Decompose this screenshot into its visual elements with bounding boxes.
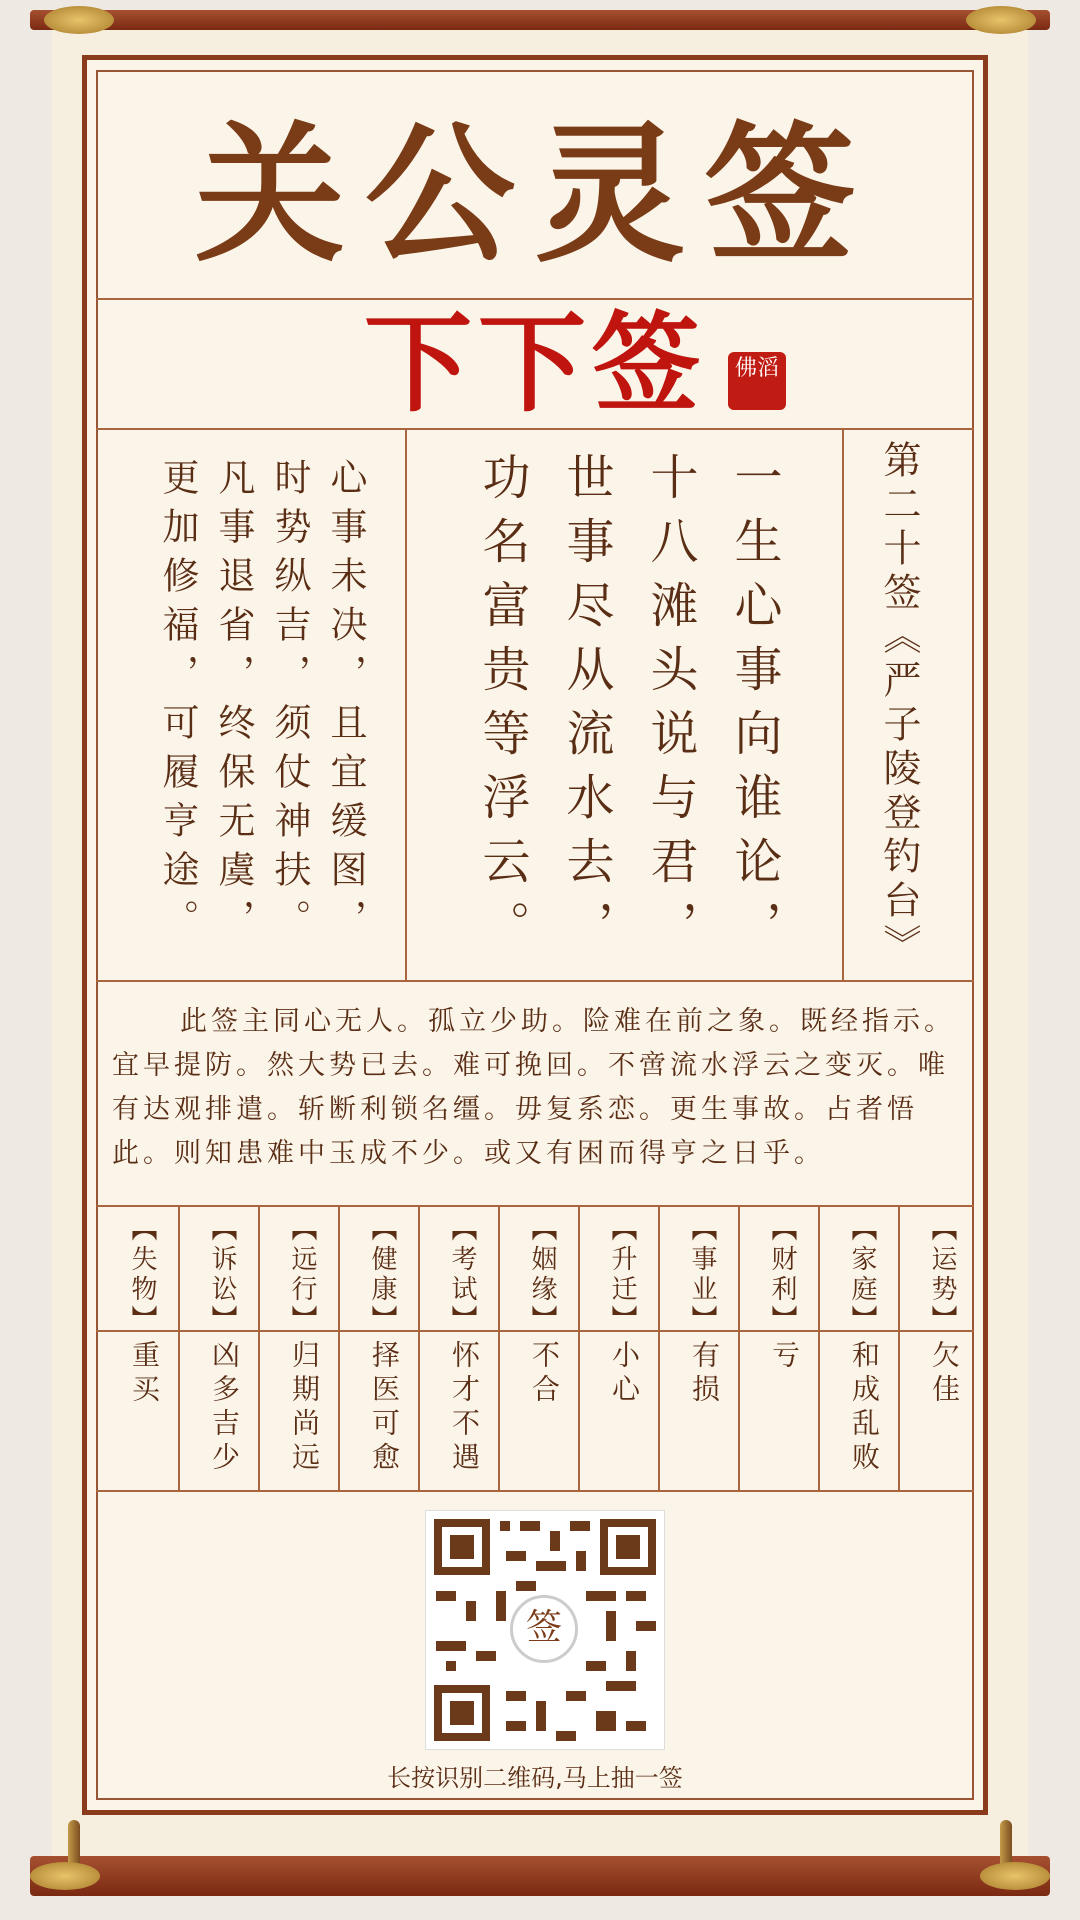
poem-line: 十八滩头说与君， [642, 452, 698, 964]
scroll-top-rod [30, 10, 1050, 30]
category-value: 不合 [528, 1340, 561, 1408]
note-line: 凡事退省，终保无虞， [212, 458, 255, 948]
category-value: 凶多吉少 [208, 1340, 241, 1476]
explanation-text: 此签主同心无人。孤立少助。险难在前之象。既经指示。宜早提防。然大势已去。难可挽回。不啻流水浮云之变灭。唯有达观排遣。斩断利锁名缰。毋复系恋。更生事故。占者悟此。则知患难中玉成不少。或又有困而得亨之日乎。 [112, 1006, 955, 1169]
rod-cap-ornament [44, 6, 114, 34]
category-label: 【远行】 [287, 1215, 317, 1335]
category-label: 【诉讼】 [207, 1215, 237, 1335]
divider [178, 1205, 180, 1490]
scroll-bottom-rod [30, 1856, 1050, 1896]
divider [96, 1490, 974, 1492]
category-value: 重买 [128, 1340, 161, 1408]
divider [898, 1205, 900, 1490]
divider [498, 1205, 500, 1490]
category-label: 【财利】 [767, 1215, 797, 1335]
category-value: 怀才不遇 [448, 1340, 481, 1476]
seal-stamp: 佛滔 [728, 352, 786, 410]
poem-line: 功名富贵等浮云。 [474, 452, 530, 964]
rod-cap-ornament [966, 6, 1036, 34]
divider [658, 1205, 660, 1490]
divider [818, 1205, 820, 1490]
category-value: 欠佳 [928, 1340, 961, 1408]
note-line: 更加修福，可履亨途。 [156, 458, 199, 948]
poem-line: 世事尽从流水去， [558, 452, 614, 964]
category-label: 【升迁】 [607, 1215, 637, 1335]
category-label: 【健康】 [367, 1215, 397, 1335]
page-title: 关公灵签 [194, 107, 875, 283]
sign-story-text: 《严子陵登钓台》 [877, 616, 921, 968]
sign-number [872, 440, 927, 970]
sign-number-text: 第二十签 [877, 440, 921, 616]
divider [96, 298, 974, 300]
note-line: 心事未决，且宜缓图， [324, 458, 367, 948]
rod-cap-ornament [30, 1862, 100, 1890]
category-label: 【姻缘】 [527, 1215, 557, 1335]
divider [405, 428, 407, 980]
category-value: 归期尚远 [288, 1340, 321, 1476]
qr-center-logo: 签 [510, 1595, 578, 1663]
divider [96, 980, 974, 982]
divider [338, 1205, 340, 1490]
sign-grade: 下下签 [363, 302, 706, 427]
category-label: 【考试】 [447, 1215, 477, 1335]
divider [96, 1205, 974, 1207]
divider [258, 1205, 260, 1490]
category-value: 有损 [688, 1340, 721, 1408]
category-value: 亏 [768, 1340, 801, 1374]
category-label: 【家庭】 [847, 1215, 877, 1335]
divider [578, 1205, 580, 1490]
category-value: 择医可愈 [368, 1340, 401, 1476]
divider [842, 428, 844, 980]
note-line: 时势纵吉，须仗神扶。 [268, 458, 311, 948]
rod-cap-ornament [980, 1862, 1050, 1890]
category-label: 【运势】 [927, 1215, 957, 1335]
poem-line: 一生心事向谁论， [726, 452, 782, 964]
divider [418, 1205, 420, 1490]
category-label: 【失物】 [127, 1215, 157, 1335]
category-label: 【事业】 [687, 1215, 717, 1335]
qr-caption: 长按识别二维码,马上抽一签 [387, 1764, 683, 1792]
category-value: 小心 [608, 1340, 641, 1408]
category-value: 和成乱败 [848, 1340, 881, 1476]
divider [738, 1205, 740, 1490]
